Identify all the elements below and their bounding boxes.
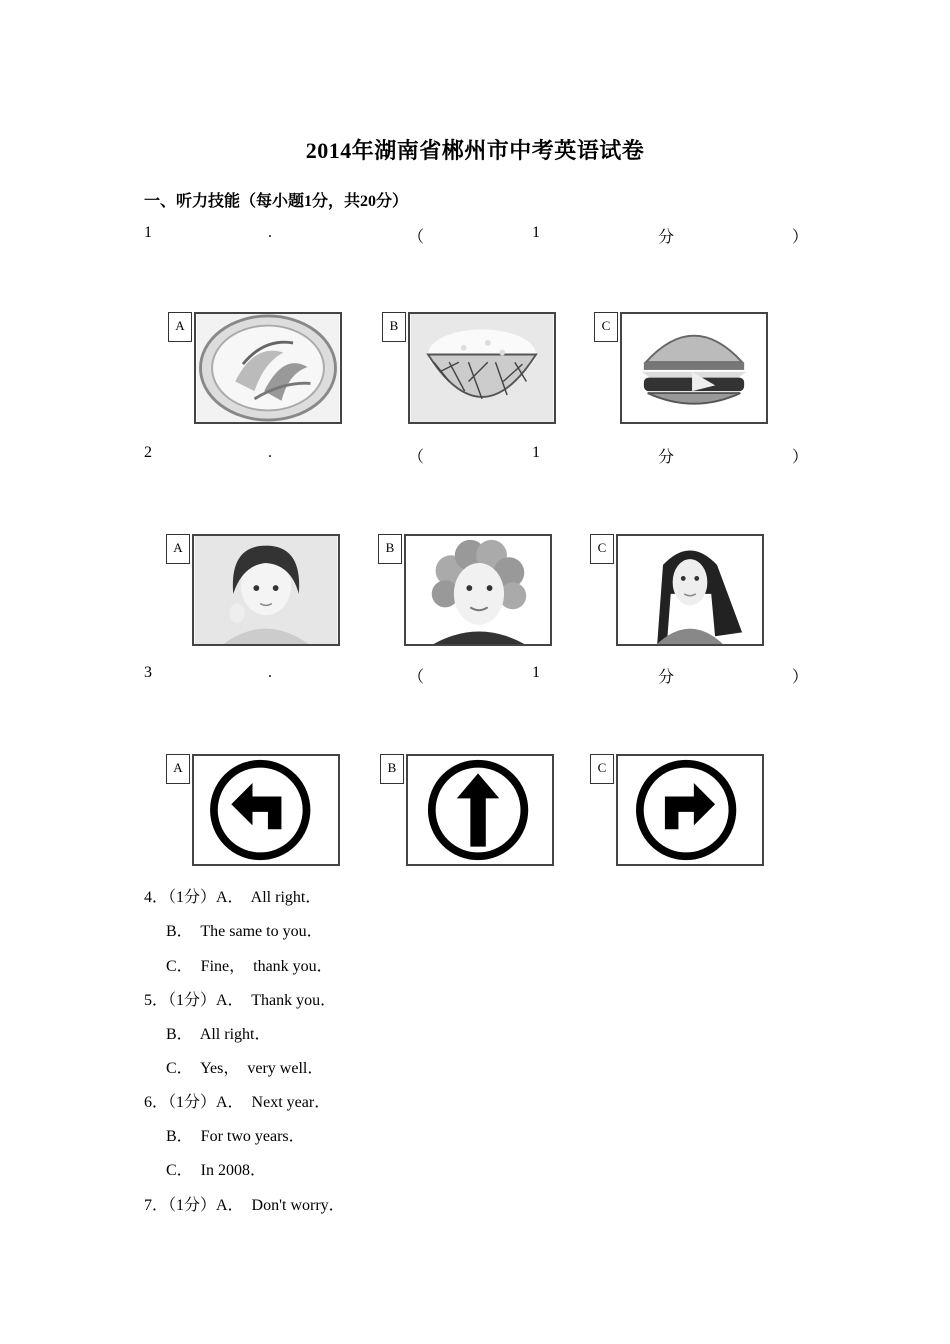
question-dot: . xyxy=(268,664,272,681)
q3-choice-b[interactable] xyxy=(380,754,556,870)
choice-letter: A xyxy=(166,534,190,564)
score-unit: 分 xyxy=(658,229,675,246)
q3-choice-c[interactable] xyxy=(590,754,766,870)
question-number: 3 xyxy=(144,664,152,681)
q2-choice-a[interactable] xyxy=(166,534,342,650)
choice-letter: C xyxy=(590,754,614,784)
question-6-option-b: B． For two years． xyxy=(166,1128,305,1145)
question-3-line xyxy=(144,664,809,688)
rice-bowl-image xyxy=(408,312,556,424)
choice-letter: A xyxy=(168,312,192,342)
question-6-option-c: C． In 2008． xyxy=(166,1162,267,1179)
score-close-paren: ） xyxy=(792,229,809,246)
question-dot: . xyxy=(268,224,272,241)
dumplings-image xyxy=(194,312,342,424)
page-title: 2014年湖南省郴州市中考英语试卷 xyxy=(305,138,645,163)
q2-choice-c[interactable] xyxy=(590,534,766,650)
q1-choice-a[interactable] xyxy=(168,312,344,428)
choice-letter: A xyxy=(166,754,190,784)
question-number: 2 xyxy=(144,444,152,461)
score-open-paren: （ xyxy=(408,669,425,686)
curly-hair-woman-image xyxy=(404,534,552,646)
question-5-option-c: C． Yes， very well． xyxy=(166,1060,324,1077)
q1-choice-b[interactable] xyxy=(382,312,558,428)
question-dot: . xyxy=(268,444,272,461)
question-2-line xyxy=(144,444,809,468)
score-unit: 分 xyxy=(658,449,675,466)
choice-letter: B xyxy=(380,754,404,784)
score-unit: 分 xyxy=(658,669,675,686)
score-value: 1 xyxy=(532,664,540,681)
q1-choice-c[interactable] xyxy=(594,312,770,428)
score-value: 1 xyxy=(532,224,540,241)
question-4-option-a: 4．（1分）A． All right． xyxy=(144,889,322,906)
section-heading-listening: 一、听力技能（每小题1分，共20分） xyxy=(144,193,409,210)
short-hair-girl-image xyxy=(192,534,340,646)
long-hair-woman-image xyxy=(616,534,764,646)
choice-letter: C xyxy=(594,312,618,342)
question-7-option-a: 7．（1分）A． Don't worry． xyxy=(144,1197,345,1214)
hamburger-image xyxy=(620,312,768,424)
question-4-option-b: B． The same to you． xyxy=(166,923,323,940)
question-number: 1 xyxy=(144,224,152,241)
choice-letter: B xyxy=(378,534,402,564)
q2-choice-b[interactable] xyxy=(378,534,554,650)
score-value: 1 xyxy=(532,444,540,461)
choice-letter: C xyxy=(590,534,614,564)
question-1-line xyxy=(144,224,809,248)
turn-left-sign xyxy=(192,754,340,866)
question-4-option-c: C． Fine， thank you． xyxy=(166,958,333,975)
score-close-paren: ） xyxy=(792,449,809,466)
question-6-option-a: 6．（1分）A． Next year． xyxy=(144,1094,331,1111)
turn-right-sign xyxy=(616,754,764,866)
question-5-option-b: B． All right． xyxy=(166,1026,271,1043)
question-5-option-a: 5．（1分）A． Thank you． xyxy=(144,992,337,1009)
q3-choice-a[interactable] xyxy=(166,754,342,870)
score-close-paren: ） xyxy=(792,669,809,686)
score-open-paren: （ xyxy=(408,229,425,246)
score-open-paren: （ xyxy=(408,449,425,466)
go-straight-sign xyxy=(406,754,554,866)
choice-letter: B xyxy=(382,312,406,342)
